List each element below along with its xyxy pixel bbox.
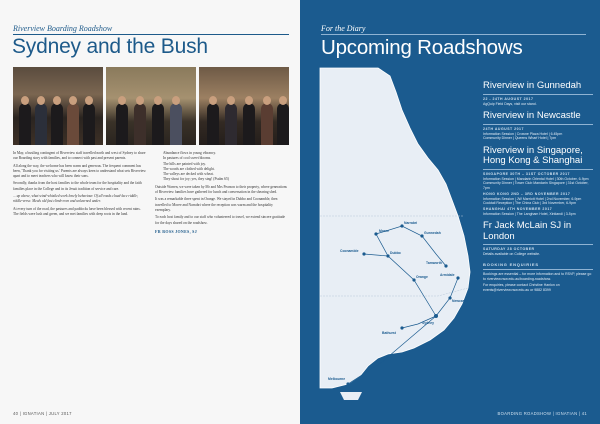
map-label: Newcastle <box>452 299 469 303</box>
marker <box>362 252 365 255</box>
page-title: Upcoming Roadshows <box>321 36 523 59</box>
event-subdate: SHANGHAI 4TH NOVEMBER 2017 <box>483 206 553 211</box>
psalm-line: The woods are clothed with delight. <box>163 166 215 171</box>
page-title: Sydney and the Bush <box>12 35 208 58</box>
paragraph: Secondly, thanks from the host families to the whole team for the hospitality and the faith families place in the College and in its Jesuit tradition of service and care. <box>13 181 142 191</box>
enquiries-heading: BOOKING ENQUIRIES <box>483 261 539 267</box>
event-london <box>483 221 593 257</box>
page-footer-left: 40 | IGNATIAN | JULY 2017 <box>13 411 72 416</box>
map-label: Sydney <box>422 321 435 325</box>
event-detail: Cocktail Reception | The China Club | 3rd November, 6-9pm <box>483 201 576 206</box>
photo-strip <box>13 67 289 145</box>
event-rule <box>483 169 593 170</box>
event-subdate: HONG KONG 2ND – 3RD NOVEMBER 2017 <box>483 191 571 196</box>
enquiries-rule <box>483 269 593 270</box>
article-column-1 <box>13 151 147 401</box>
psalm-line: Abundance flows in young vibrancy. <box>163 151 216 155</box>
paragraph: In May, a bustling contingent of Riverview staff travelled north and west of Sydney to share our Boarding story with families, and to connect with past and present parents. <box>13 151 146 161</box>
poem-excerpt: ... up above, what wind-whistled work lonely behaviour. Of all roads cloud-lace riddle; riddle-verse. Meals old fast climb-even and unlearned under. <box>13 194 139 204</box>
enquiries-text: For enquiries, please contact Christine Hanlon on events@riverview.nsw.edu.au or 9882 8399 <box>483 283 560 292</box>
marker <box>456 276 459 279</box>
kicker-rule <box>321 34 586 35</box>
event-date: 24TH AUGUST 2017 <box>483 126 524 131</box>
tasmania-shape <box>340 392 362 400</box>
event-detail: Community Dinner | Queens Wharf Hotel | 7pm <box>483 136 557 141</box>
map-label: Bathurst <box>382 331 396 335</box>
event-title: Riverview in Newcastle <box>483 110 581 122</box>
marker-sydney <box>434 314 438 318</box>
article-body <box>13 151 289 401</box>
map-label: Narrabri <box>404 221 418 225</box>
page-footer-right: BOARDING ROADSHOW | IGNATIAN | 41 <box>497 411 587 416</box>
section-kicker: For the Diary <box>321 24 366 33</box>
event-gunnedah <box>483 81 593 106</box>
map-label: Gunnedah <box>424 231 441 235</box>
event-detail: AgQuip Field Days, visit our stand. <box>483 101 537 106</box>
event-date: SINGAPORE 30TH – 31ST OCTOBER 2017 <box>483 171 570 176</box>
psalm-line: The hills are painted with joy. <box>163 161 206 166</box>
event-date: 22 - 24TH AUGUST 2017 <box>483 96 534 101</box>
event-newcastle <box>483 111 593 141</box>
author-byline: FR ROSS JONES, SJ <box>155 228 197 234</box>
right-page <box>300 0 600 424</box>
event-detail: Information Session | The Langham Hotel, Xintiandi | 3-5pm <box>483 211 576 216</box>
enquiries-text: Bookings are essential – for more information and to RSVP, please go to riverview.nsw.edu.au/boarding-roadshow. <box>483 271 592 281</box>
map-label: Tamworth <box>426 261 442 265</box>
paragraph: At every turn of the road, the pastures and paddocks have been blessed with recent rains. The fields were lush and green, and we met families with deep roots in the land. <box>13 206 141 216</box>
map-label: Dubbo <box>390 251 401 255</box>
map-label: Moree <box>379 229 389 233</box>
section-kicker: Riverview Boarding Roadshow <box>13 24 113 33</box>
event-rule <box>483 244 593 245</box>
event-detail: Community Dinner | Tower Club Mandarin Singapore | 31st October, 7pm <box>483 181 589 190</box>
map-label: Orange <box>416 275 428 279</box>
event-detail: Information Session | Crowne Plaza Hotel | 6.45pm <box>483 131 563 136</box>
event-rule <box>483 124 593 125</box>
event-date: SATURDAY 28 OCTOBER <box>483 247 535 252</box>
marker <box>374 232 377 235</box>
psalm-line: The valleys are decked with wheat. <box>163 172 214 177</box>
event-asia <box>483 146 593 217</box>
event-title: Fr Jack McLain SJ in London <box>483 220 572 242</box>
map-label: Coonamble <box>340 249 359 253</box>
map-label: Armidale <box>440 273 455 277</box>
event-detail: Information Session | Mandarin Oriental Hotel | 30th October, 6-9pm <box>483 176 589 181</box>
marker <box>346 382 349 385</box>
event-detail: Information Session | JW Marriott Hotel | 2nd November, 6-9pm <box>483 196 582 201</box>
event-detail: Details available on College website. <box>483 252 541 257</box>
paragraph: Outside Warren, we were taken by Mr and Mrs Pearson to their property, where generations of Riverview families have gathered for lunch and conversation in the shearing shed. <box>155 184 287 195</box>
event-title: Riverview in Singapore, Hong Kong & Shanghai <box>483 144 583 167</box>
paragraph: It was a remarkable three spent in Orange. We stayed in Dubbo and Coonamble, then travelled to Moree and Narrabri where the reception was warm and the hospitality exemplary. <box>155 197 278 212</box>
event-photo-3 <box>199 67 289 145</box>
marker <box>400 326 403 329</box>
marker <box>444 264 447 267</box>
map-label: Melbourne <box>328 377 346 381</box>
event-rule <box>483 94 593 95</box>
paragraph: All along the way, the welcome has been warm and generous. The frequent comment has been, 'Thank you for visiting us.' Parents are always keen to understand what sets Riverview apart and to meet teachers who will know their sons. <box>13 163 146 179</box>
roadshow-route-map <box>318 66 478 401</box>
events-list <box>483 81 593 292</box>
event-photo-2 <box>106 67 196 145</box>
event-photo-1 <box>13 67 103 145</box>
paragraph: To each host family and to our staff who volunteered to travel, we extend sincere gratitude for the days shared on the roadshow. <box>155 215 286 225</box>
event-title: Riverview in Gunnedah <box>483 80 582 91</box>
article-column-2 <box>155 151 289 401</box>
psalm-line: They shout for joy; yes, they sing! (Psalm 65) <box>163 177 229 182</box>
psalm-line: In pastures of cool sweet blooms. <box>163 156 212 161</box>
